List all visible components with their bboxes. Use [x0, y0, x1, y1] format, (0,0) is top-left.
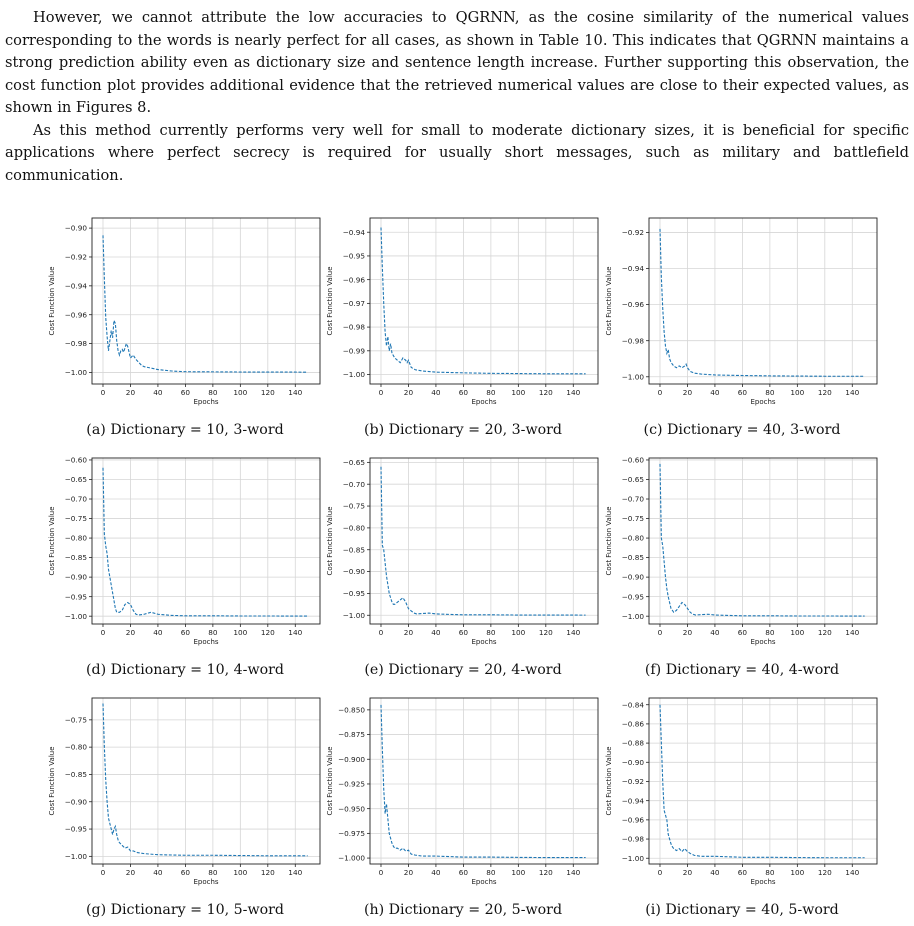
- y-tick-label: −0.84: [621, 700, 644, 710]
- x-axis-label: Epochs: [193, 398, 219, 406]
- x-tick-label: 140: [845, 388, 860, 397]
- x-tick-label: 60: [180, 388, 191, 397]
- y-tick-label: −1.00: [621, 372, 644, 382]
- subfigure-caption: (g) Dictionary = 10, 5-word: [85, 902, 285, 918]
- cost-series-line: [660, 229, 865, 376]
- x-tick-label: 80: [486, 868, 496, 877]
- x-tick-label: 100: [233, 388, 248, 397]
- y-tick-label: −0.95: [621, 592, 644, 602]
- x-tick-label: 20: [125, 868, 136, 877]
- y-tick-label: −0.90: [64, 572, 87, 582]
- subplot-g: [38, 692, 332, 918]
- x-tick-label: 60: [458, 868, 469, 877]
- x-tick-label: 20: [403, 388, 414, 397]
- x-axis-label: Epochs: [750, 398, 776, 406]
- cost-series-line: [103, 703, 308, 855]
- cost-plot: [595, 212, 889, 412]
- y-tick-label: −0.65: [64, 475, 87, 485]
- y-tick-label: −0.80: [621, 533, 644, 543]
- x-axis-label: Epochs: [750, 878, 776, 886]
- x-tick-label: 40: [153, 868, 163, 877]
- y-tick-label: −0.875: [337, 730, 365, 740]
- y-tick-label: −0.94: [621, 796, 644, 806]
- y-tick-label: −0.75: [342, 501, 365, 511]
- y-tick-label: −0.80: [64, 742, 87, 752]
- cost-series-line: [381, 705, 586, 858]
- x-tick-label: 40: [710, 868, 720, 877]
- x-tick-label: 120: [817, 388, 832, 397]
- subplot-c: [595, 212, 889, 438]
- x-tick-label: 60: [737, 868, 748, 877]
- y-tick-label: −0.98: [621, 834, 644, 844]
- x-tick-label: 80: [208, 388, 218, 397]
- y-tick-label: −0.90: [64, 797, 87, 807]
- x-tick-label: 80: [765, 868, 775, 877]
- x-tick-label: 0: [657, 868, 663, 877]
- x-tick-label: 80: [208, 628, 218, 637]
- y-tick-label: −1.00: [621, 611, 644, 621]
- y-tick-label: −0.96: [621, 815, 644, 825]
- body-text: [5, 7, 909, 187]
- x-tick-label: 80: [486, 628, 496, 637]
- x-tick-label: 40: [153, 388, 163, 397]
- y-tick-label: −1.00: [64, 611, 87, 621]
- x-tick-label: 20: [403, 868, 414, 877]
- y-tick-label: −0.925: [337, 779, 365, 789]
- cost-series-line: [660, 464, 865, 616]
- x-tick-label: 100: [233, 868, 248, 877]
- x-tick-label: 140: [566, 868, 581, 877]
- y-tick-label: −0.88: [621, 738, 644, 748]
- y-tick-label: −1.000: [337, 853, 365, 863]
- y-tick-label: −0.950: [337, 804, 365, 814]
- y-tick-label: −0.90: [342, 567, 365, 577]
- y-tick-label: −0.92: [621, 777, 644, 787]
- y-tick-label: −0.90: [621, 572, 644, 582]
- cost-plot: [595, 452, 889, 652]
- y-tick-label: −0.75: [64, 514, 87, 524]
- subfigure-caption: (a) Dictionary = 10, 3-word: [86, 422, 284, 438]
- x-tick-label: 40: [710, 628, 720, 637]
- x-tick-label: 140: [288, 628, 303, 637]
- cost-series-line: [103, 468, 308, 616]
- y-tick-label: −1.00: [342, 610, 365, 620]
- y-axis-label: Cost Function Value: [326, 266, 334, 336]
- y-tick-label: −0.75: [64, 715, 87, 725]
- x-tick-label: 140: [288, 388, 303, 397]
- y-tick-label: −0.94: [621, 264, 644, 274]
- subfigure-caption: (c) Dictionary = 40, 3-word: [643, 422, 841, 438]
- x-tick-label: 140: [566, 388, 581, 397]
- x-tick-label: 20: [403, 628, 414, 637]
- cost-series-line: [381, 227, 586, 373]
- x-axis-label: Epochs: [471, 878, 497, 886]
- subfigure-caption: (b) Dictionary = 20, 3-word: [363, 422, 563, 438]
- y-tick-label: −0.96: [342, 275, 365, 285]
- x-tick-label: 80: [486, 388, 496, 397]
- cost-series-line: [103, 235, 308, 372]
- y-tick-label: −0.95: [342, 251, 365, 261]
- y-tick-label: −1.00: [342, 370, 365, 380]
- y-tick-label: −1.00: [64, 851, 87, 861]
- subfigure-caption: (h) Dictionary = 20, 5-word: [363, 902, 563, 918]
- cost-plot: [316, 452, 610, 652]
- x-tick-label: 100: [511, 388, 526, 397]
- y-axis-label: Cost Function Value: [605, 746, 613, 816]
- y-tick-label: −1.00: [64, 368, 87, 378]
- y-axis-label: Cost Function Value: [48, 266, 56, 336]
- y-tick-label: −0.92: [621, 228, 644, 238]
- y-tick-label: −0.70: [342, 479, 365, 489]
- subplot-f: [595, 452, 889, 678]
- x-tick-label: 40: [431, 868, 441, 877]
- x-tick-label: 60: [737, 388, 748, 397]
- x-tick-label: 0: [100, 388, 106, 397]
- y-tick-label: −0.75: [621, 514, 644, 524]
- x-tick-label: 20: [682, 388, 693, 397]
- subplot-d: [38, 452, 332, 678]
- subplot-e: [316, 452, 610, 678]
- x-tick-label: 60: [458, 388, 469, 397]
- x-axis-label: Epochs: [193, 638, 219, 646]
- x-tick-label: 100: [790, 868, 805, 877]
- x-tick-label: 0: [657, 388, 663, 397]
- x-tick-label: 140: [566, 628, 581, 637]
- y-tick-label: −0.60: [64, 455, 87, 465]
- x-tick-label: 20: [125, 388, 136, 397]
- y-tick-label: −0.85: [342, 545, 365, 555]
- y-tick-label: −0.92: [64, 252, 87, 262]
- x-tick-label: 40: [431, 628, 441, 637]
- x-tick-label: 20: [682, 868, 693, 877]
- x-tick-label: 40: [431, 388, 441, 397]
- y-tick-label: −0.80: [64, 533, 87, 543]
- x-tick-label: 60: [180, 868, 191, 877]
- y-axis-label: Cost Function Value: [605, 506, 613, 576]
- x-tick-label: 120: [260, 388, 275, 397]
- subplot-i: [595, 692, 889, 918]
- x-tick-label: 60: [737, 628, 748, 637]
- subplot-a: [38, 212, 332, 438]
- x-tick-label: 120: [817, 628, 832, 637]
- y-tick-label: −0.60: [621, 455, 644, 465]
- y-tick-label: −0.90: [621, 757, 644, 767]
- x-tick-label: 80: [208, 868, 218, 877]
- x-tick-label: 100: [511, 628, 526, 637]
- y-tick-label: −0.65: [621, 475, 644, 485]
- subplot-h: [316, 692, 610, 918]
- plot-frame: [649, 458, 877, 624]
- x-tick-label: 80: [765, 628, 775, 637]
- y-axis-label: Cost Function Value: [326, 506, 334, 576]
- cost-plot: [316, 212, 610, 412]
- y-tick-label: −0.95: [342, 589, 365, 599]
- y-tick-label: −0.98: [621, 336, 644, 346]
- subfigure-caption: (i) Dictionary = 40, 5-word: [645, 902, 839, 918]
- subfigure-caption: (e) Dictionary = 20, 4-word: [364, 662, 562, 678]
- y-tick-label: −0.80: [342, 523, 365, 533]
- y-tick-label: −0.65: [342, 457, 365, 467]
- x-tick-label: 0: [378, 868, 384, 877]
- cost-plot: [316, 692, 610, 892]
- x-tick-label: 120: [817, 868, 832, 877]
- y-tick-label: −0.85: [64, 770, 87, 780]
- cost-series-line: [381, 467, 586, 615]
- x-tick-label: 20: [682, 628, 693, 637]
- y-tick-label: −0.975: [337, 828, 365, 838]
- y-tick-label: −0.96: [621, 300, 644, 310]
- paragraph: As this method currently performs very well for small to moderate dictionary sizes, it is beneficial for specific applications where perfect secrecy is required for usually short messages, such as military and battlefield communication.: [5, 121, 909, 184]
- y-tick-label: −0.94: [342, 227, 365, 237]
- x-tick-label: 100: [790, 628, 805, 637]
- x-tick-label: 140: [845, 628, 860, 637]
- y-axis-label: Cost Function Value: [48, 746, 56, 816]
- x-tick-label: 40: [710, 388, 720, 397]
- paragraph: However, we cannot attribute the low accuracies to QGRNN, as the cosine similarity of the numerical values corresponding to the words is nearly perfect for all cases, as shown in Table 10. This indicates that QGRNN maintains a strong prediction ability even as dictionary size and sentence length increase. Further supporting this observation, the cost function plot provides additional evidence that the retrieved numerical values are close to their expected values, as shown in Figures 8.: [5, 9, 909, 116]
- subplot-b: [316, 212, 610, 438]
- y-tick-label: −0.70: [621, 494, 644, 504]
- cost-plot: [595, 692, 889, 892]
- y-tick-label: −0.99: [342, 346, 365, 356]
- x-tick-label: 120: [538, 388, 553, 397]
- y-tick-label: −0.95: [64, 824, 87, 834]
- x-tick-label: 80: [765, 388, 775, 397]
- plot-frame: [92, 698, 320, 864]
- x-tick-label: 20: [125, 628, 136, 637]
- cost-plot: [38, 692, 332, 892]
- y-tick-label: −0.96: [64, 310, 87, 320]
- y-tick-label: −0.98: [342, 322, 365, 332]
- plot-frame: [92, 458, 320, 624]
- x-tick-label: 140: [845, 868, 860, 877]
- y-tick-label: −0.97: [342, 298, 365, 308]
- y-tick-label: −0.850: [337, 705, 365, 715]
- x-tick-label: 40: [153, 628, 163, 637]
- x-tick-label: 100: [511, 868, 526, 877]
- x-tick-label: 60: [180, 628, 191, 637]
- plot-frame: [370, 218, 598, 384]
- x-tick-label: 140: [288, 868, 303, 877]
- y-tick-label: −0.85: [621, 553, 644, 563]
- y-tick-label: −0.94: [64, 281, 87, 291]
- y-tick-label: −0.900: [337, 754, 365, 764]
- x-tick-label: 0: [100, 628, 106, 637]
- plot-frame: [92, 218, 320, 384]
- x-tick-label: 120: [260, 868, 275, 877]
- x-axis-label: Epochs: [193, 878, 219, 886]
- y-tick-label: −0.98: [64, 339, 87, 349]
- y-axis-label: Cost Function Value: [48, 506, 56, 576]
- x-tick-label: 120: [538, 628, 553, 637]
- x-tick-label: 0: [378, 628, 384, 637]
- y-tick-label: −0.85: [64, 553, 87, 563]
- x-axis-label: Epochs: [471, 398, 497, 406]
- x-tick-label: 0: [100, 868, 106, 877]
- y-tick-label: −0.90: [64, 223, 87, 233]
- y-tick-label: −0.86: [621, 719, 644, 729]
- y-tick-label: −0.95: [64, 592, 87, 602]
- x-axis-label: Epochs: [471, 638, 497, 646]
- cost-plot: [38, 452, 332, 652]
- x-tick-label: 0: [657, 628, 663, 637]
- y-axis-label: Cost Function Value: [326, 746, 334, 816]
- x-axis-label: Epochs: [750, 638, 776, 646]
- y-tick-label: −1.00: [621, 853, 644, 863]
- x-tick-label: 120: [538, 868, 553, 877]
- y-axis-label: Cost Function Value: [605, 266, 613, 336]
- x-tick-label: 100: [790, 388, 805, 397]
- subfigure-caption: (f) Dictionary = 40, 4-word: [644, 662, 840, 678]
- subfigure-caption: (d) Dictionary = 10, 4-word: [85, 662, 285, 678]
- x-tick-label: 60: [458, 628, 469, 637]
- plot-frame: [370, 698, 598, 864]
- y-tick-label: −0.70: [64, 494, 87, 504]
- plot-frame: [649, 218, 877, 384]
- x-tick-label: 100: [233, 628, 248, 637]
- x-tick-label: 120: [260, 628, 275, 637]
- x-tick-label: 0: [378, 388, 384, 397]
- cost-plot: [38, 212, 332, 412]
